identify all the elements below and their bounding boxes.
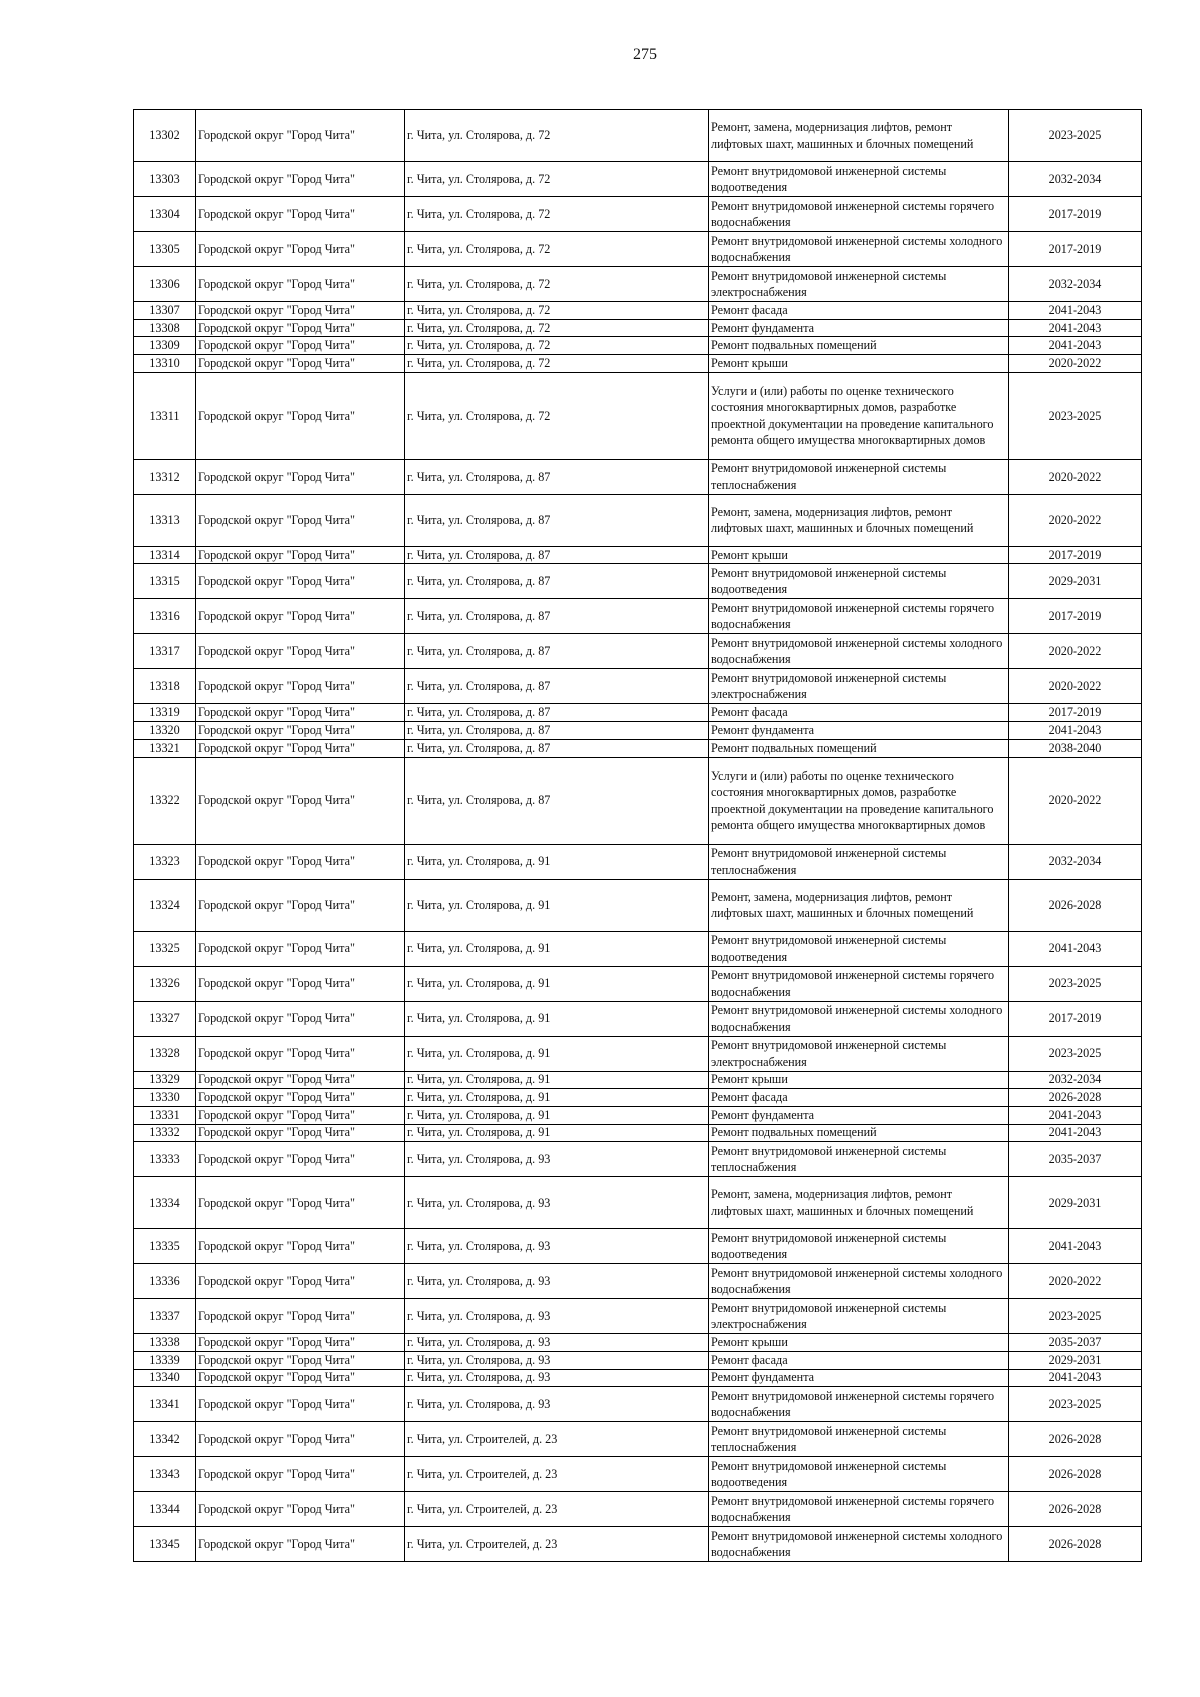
period-cell: 2020-2022 [1009,634,1142,669]
address-cell: г. Чита, ул. Столярова, д. 87 [405,669,709,704]
municipality-cell: Городской округ "Город Чита" [196,1334,405,1352]
address-cell: г. Чита, ул. Столярова, д. 72 [405,355,709,373]
row-number-cell: 13316 [134,599,196,634]
work-type-cell: Ремонт внутридомовой инженерной системы теплоснабжения [709,844,1009,879]
period-cell: 2029-2031 [1009,564,1142,599]
address-cell: г. Чита, ул. Столярова, д. 72 [405,337,709,355]
row-number-cell: 13308 [134,319,196,337]
row-number-cell: 13345 [134,1527,196,1562]
address-cell: г. Чита, ул. Строителей, д. 23 [405,1492,709,1527]
row-number-cell: 13336 [134,1264,196,1299]
municipality-cell: Городской округ "Город Чита" [196,1387,405,1422]
address-cell: г. Чита, ул. Столярова, д. 87 [405,739,709,757]
municipality-cell: Городской округ "Город Чита" [196,879,405,931]
municipality-cell: Городской округ "Город Чита" [196,1001,405,1036]
row-number-cell: 13335 [134,1229,196,1264]
row-number-cell: 13304 [134,197,196,232]
table-row [134,494,1142,546]
table-row [134,722,1142,740]
address-cell: г. Чита, ул. Столярова, д. 87 [405,722,709,740]
municipality-cell: Городской округ "Город Чита" [196,669,405,704]
table-row [134,372,1142,459]
period-cell: 2023-2025 [1009,1036,1142,1071]
municipality-cell: Городской округ "Город Чита" [196,1351,405,1369]
address-cell: г. Чита, ул. Столярова, д. 93 [405,1351,709,1369]
work-type-cell: Ремонт внутридомовой инженерной системы электроснабжения [709,1036,1009,1071]
address-cell: г. Чита, ул. Столярова, д. 91 [405,844,709,879]
row-number-cell: 13320 [134,722,196,740]
municipality-cell: Городской округ "Город Чита" [196,966,405,1001]
address-cell: г. Чита, ул. Столярова, д. 87 [405,757,709,844]
address-cell: г. Чита, ул. Столярова, д. 93 [405,1264,709,1299]
row-number-cell: 13328 [134,1036,196,1071]
address-cell: г. Чита, ул. Строителей, д. 23 [405,1527,709,1562]
row-number-cell: 13323 [134,844,196,879]
address-cell: г. Чита, ул. Столярова, д. 93 [405,1177,709,1229]
municipality-cell: Городской округ "Город Чита" [196,634,405,669]
period-cell: 2041-2043 [1009,1369,1142,1387]
period-cell: 2041-2043 [1009,319,1142,337]
work-type-cell: Ремонт фасада [709,302,1009,320]
municipality-cell: Городской округ "Город Чита" [196,1071,405,1089]
municipality-cell: Городской округ "Город Чита" [196,459,405,494]
period-cell: 2017-2019 [1009,546,1142,564]
period-cell: 2032-2034 [1009,267,1142,302]
work-type-cell: Ремонт внутридомовой инженерной системы горячего водоснабжения [709,1387,1009,1422]
work-type-cell: Ремонт подвальных помещений [709,739,1009,757]
address-cell: г. Чита, ул. Столярова, д. 72 [405,110,709,162]
address-cell: г. Чита, ул. Столярова, д. 87 [405,494,709,546]
row-number-cell: 13312 [134,459,196,494]
row-number-cell: 13333 [134,1142,196,1177]
row-number-cell: 13315 [134,564,196,599]
table-row [134,1124,1142,1142]
row-number-cell: 13314 [134,546,196,564]
address-cell: г. Чита, ул. Столярова, д. 87 [405,634,709,669]
address-cell: г. Чита, ул. Столярова, д. 91 [405,1071,709,1089]
table-row [134,844,1142,879]
address-cell: г. Чита, ул. Столярова, д. 91 [405,966,709,1001]
period-cell: 2035-2037 [1009,1142,1142,1177]
period-cell: 2038-2040 [1009,739,1142,757]
municipality-cell: Городской округ "Город Чита" [196,1089,405,1107]
table-row [134,1351,1142,1369]
table-row [134,1369,1142,1387]
row-number-cell: 13337 [134,1299,196,1334]
work-type-cell: Ремонт фундамента [709,722,1009,740]
period-cell: 2020-2022 [1009,669,1142,704]
table-row [134,1422,1142,1457]
table-row [134,739,1142,757]
work-type-cell: Ремонт внутридомовой инженерной системы водоотведения [709,162,1009,197]
work-type-cell: Ремонт внутридомовой инженерной системы водоотведения [709,564,1009,599]
work-type-cell: Ремонт фасада [709,1089,1009,1107]
table-row [134,1071,1142,1089]
municipality-cell: Городской округ "Город Чита" [196,267,405,302]
table-row [134,669,1142,704]
address-cell: г. Чита, ул. Столярова, д. 72 [405,232,709,267]
municipality-cell: Городской округ "Город Чита" [196,546,405,564]
work-type-cell: Ремонт фасада [709,1351,1009,1369]
address-cell: г. Чита, ул. Строителей, д. 23 [405,1457,709,1492]
period-cell: 2041-2043 [1009,1106,1142,1124]
municipality-cell: Городской округ "Город Чита" [196,1036,405,1071]
table-row [134,337,1142,355]
address-cell: г. Чита, ул. Столярова, д. 91 [405,931,709,966]
row-number-cell: 13339 [134,1351,196,1369]
period-cell: 2032-2034 [1009,844,1142,879]
address-cell: г. Чита, ул. Столярова, д. 93 [405,1299,709,1334]
address-cell: г. Чита, ул. Столярова, д. 87 [405,564,709,599]
work-type-cell: Ремонт внутридомовой инженерной системы горячего водоснабжения [709,197,1009,232]
table-row [134,319,1142,337]
period-cell: 2026-2028 [1009,1527,1142,1562]
municipality-cell: Городской округ "Город Чита" [196,1124,405,1142]
period-cell: 2020-2022 [1009,355,1142,373]
work-type-cell: Ремонт внутридомовой инженерной системы электроснабжения [709,1299,1009,1334]
work-type-cell: Ремонт внутридомовой инженерной системы холодного водоснабжения [709,1264,1009,1299]
row-number-cell: 13334 [134,1177,196,1229]
address-cell: г. Чита, ул. Столярова, д. 72 [405,319,709,337]
row-number-cell: 13342 [134,1422,196,1457]
work-type-cell: Ремонт, замена, модернизация лифтов, ремонт лифтовых шахт, машинных и блочных помещений [709,494,1009,546]
address-cell: г. Чита, ул. Столярова, д. 93 [405,1142,709,1177]
period-cell: 2041-2043 [1009,931,1142,966]
table-row [134,1457,1142,1492]
period-cell: 2029-2031 [1009,1177,1142,1229]
table-row [134,599,1142,634]
municipality-cell: Городской округ "Город Чита" [196,1369,405,1387]
work-type-cell: Ремонт внутридомовой инженерной системы горячего водоснабжения [709,966,1009,1001]
row-number-cell: 13330 [134,1089,196,1107]
municipality-cell: Городской округ "Город Чита" [196,1106,405,1124]
table-row [134,634,1142,669]
period-cell: 2017-2019 [1009,599,1142,634]
work-type-cell: Ремонт фасада [709,704,1009,722]
period-cell: 2032-2034 [1009,1071,1142,1089]
table-row [134,564,1142,599]
municipality-cell: Городской округ "Город Чита" [196,704,405,722]
municipality-cell: Городской округ "Город Чита" [196,1177,405,1229]
period-cell: 2026-2028 [1009,1457,1142,1492]
period-cell: 2026-2028 [1009,1422,1142,1457]
work-type-cell: Ремонт, замена, модернизация лифтов, ремонт лифтовых шахт, машинных и блочных помещений [709,879,1009,931]
period-cell: 2020-2022 [1009,459,1142,494]
period-cell: 2020-2022 [1009,757,1142,844]
table-row [134,1106,1142,1124]
table-row [134,879,1142,931]
period-cell: 2023-2025 [1009,110,1142,162]
table-row [134,302,1142,320]
municipality-cell: Городской округ "Город Чита" [196,1264,405,1299]
municipality-cell: Городской округ "Город Чита" [196,1229,405,1264]
table-row [134,1089,1142,1107]
table-row [134,704,1142,722]
address-cell: г. Чита, ул. Столярова, д. 91 [405,879,709,931]
municipality-cell: Городской округ "Город Чита" [196,372,405,459]
work-type-cell: Ремонт внутридомовой инженерной системы холодного водоснабжения [709,232,1009,267]
municipality-cell: Городской округ "Город Чита" [196,739,405,757]
row-number-cell: 13322 [134,757,196,844]
row-number-cell: 13340 [134,1369,196,1387]
row-number-cell: 13341 [134,1387,196,1422]
municipality-cell: Городской округ "Город Чита" [196,1527,405,1562]
table-row [134,1492,1142,1527]
work-type-cell: Услуги и (или) работы по оценке технического состояния многоквартирных домов, разработке проектной документации на проведение капитального ремонта общего имущества многоквартирных домов [709,757,1009,844]
municipality-cell: Городской округ "Город Чита" [196,1457,405,1492]
address-cell: г. Чита, ул. Столярова, д. 72 [405,302,709,320]
address-cell: г. Чита, ул. Столярова, д. 87 [405,599,709,634]
municipality-cell: Городской округ "Город Чита" [196,757,405,844]
table-row [134,1299,1142,1334]
work-type-cell: Ремонт внутридомовой инженерной системы водоотведения [709,1229,1009,1264]
table-row [134,1334,1142,1352]
table-row [134,1001,1142,1036]
table-row [134,110,1142,162]
row-number-cell: 13326 [134,966,196,1001]
municipality-cell: Городской округ "Город Чита" [196,564,405,599]
work-type-cell: Ремонт внутридомовой инженерной системы холодного водоснабжения [709,634,1009,669]
work-type-cell: Ремонт внутридомовой инженерной системы электроснабжения [709,669,1009,704]
period-cell: 2017-2019 [1009,232,1142,267]
table-row [134,197,1142,232]
row-number-cell: 13305 [134,232,196,267]
table-row [134,1036,1142,1071]
row-number-cell: 13327 [134,1001,196,1036]
address-cell: г. Чита, ул. Столярова, д. 91 [405,1089,709,1107]
row-number-cell: 13317 [134,634,196,669]
table-row [134,267,1142,302]
row-number-cell: 13303 [134,162,196,197]
period-cell: 2023-2025 [1009,1299,1142,1334]
address-cell: г. Чита, ул. Столярова, д. 91 [405,1001,709,1036]
municipality-cell: Городской округ "Город Чита" [196,110,405,162]
period-cell: 2017-2019 [1009,197,1142,232]
row-number-cell: 13313 [134,494,196,546]
municipality-cell: Городской округ "Город Чита" [196,844,405,879]
row-number-cell: 13343 [134,1457,196,1492]
period-cell: 2026-2028 [1009,879,1142,931]
row-number-cell: 13325 [134,931,196,966]
address-cell: г. Чита, ул. Столярова, д. 91 [405,1106,709,1124]
period-cell: 2023-2025 [1009,966,1142,1001]
work-type-cell: Ремонт внутридомовой инженерной системы холодного водоснабжения [709,1001,1009,1036]
work-type-cell: Ремонт крыши [709,355,1009,373]
municipality-cell: Городской округ "Город Чита" [196,1492,405,1527]
address-cell: г. Чита, ул. Столярова, д. 93 [405,1369,709,1387]
row-number-cell: 13302 [134,110,196,162]
table-row [134,757,1142,844]
period-cell: 2023-2025 [1009,1387,1142,1422]
work-type-cell: Ремонт внутридомовой инженерной системы горячего водоснабжения [709,599,1009,634]
address-cell: г. Чита, ул. Столярова, д. 93 [405,1229,709,1264]
address-cell: г. Чита, ул. Столярова, д. 72 [405,372,709,459]
capital-repair-table [133,109,1142,1562]
table-row [134,1264,1142,1299]
address-cell: г. Чита, ул. Столярова, д. 93 [405,1387,709,1422]
work-type-cell: Ремонт фундамента [709,319,1009,337]
work-type-cell: Ремонт подвальных помещений [709,1124,1009,1142]
municipality-cell: Городской округ "Город Чита" [196,931,405,966]
table-body [134,110,1142,1562]
page-number: 275 [633,46,657,63]
period-cell: 2029-2031 [1009,1351,1142,1369]
table-row [134,459,1142,494]
municipality-cell: Городской округ "Город Чита" [196,1299,405,1334]
municipality-cell: Городской округ "Город Чита" [196,232,405,267]
table-row [134,1142,1142,1177]
period-cell: 2020-2022 [1009,1264,1142,1299]
work-type-cell: Ремонт внутридомовой инженерной системы водоотведения [709,1457,1009,1492]
row-number-cell: 13324 [134,879,196,931]
table-row [134,966,1142,1001]
address-cell: г. Чита, ул. Столярова, д. 72 [405,197,709,232]
row-number-cell: 13332 [134,1124,196,1142]
period-cell: 2041-2043 [1009,722,1142,740]
period-cell: 2023-2025 [1009,372,1142,459]
municipality-cell: Городской округ "Город Чита" [196,1422,405,1457]
period-cell: 2020-2022 [1009,494,1142,546]
period-cell: 2035-2037 [1009,1334,1142,1352]
row-number-cell: 13331 [134,1106,196,1124]
address-cell: г. Чита, ул. Столярова, д. 87 [405,459,709,494]
address-cell: г. Чита, ул. Столярова, д. 72 [405,267,709,302]
work-type-cell: Услуги и (или) работы по оценке технического состояния многоквартирных домов, разработке проектной документации на проведение капитального ремонта общего имущества многоквартирных домов [709,372,1009,459]
table-row [134,232,1142,267]
table-row [134,546,1142,564]
period-cell: 2041-2043 [1009,1124,1142,1142]
municipality-cell: Городской округ "Город Чита" [196,162,405,197]
work-type-cell: Ремонт подвальных помещений [709,337,1009,355]
municipality-cell: Городской округ "Город Чита" [196,302,405,320]
address-cell: г. Чита, ул. Столярова, д. 87 [405,704,709,722]
work-type-cell: Ремонт, замена, модернизация лифтов, ремонт лифтовых шахт, машинных и блочных помещений [709,110,1009,162]
table-row [134,1177,1142,1229]
table-row [134,1527,1142,1562]
work-type-cell: Ремонт, замена, модернизация лифтов, ремонт лифтовых шахт, машинных и блочных помещений [709,1177,1009,1229]
row-number-cell: 13306 [134,267,196,302]
work-type-cell: Ремонт внутридомовой инженерной системы водоотведения [709,931,1009,966]
row-number-cell: 13338 [134,1334,196,1352]
table-row [134,355,1142,373]
work-type-cell: Ремонт внутридомовой инженерной системы холодного водоснабжения [709,1527,1009,1562]
work-type-cell: Ремонт внутридомовой инженерной системы горячего водоснабжения [709,1492,1009,1527]
work-type-cell: Ремонт внутридомовой инженерной системы теплоснабжения [709,459,1009,494]
work-type-cell: Ремонт внутридомовой инженерной системы теплоснабжения [709,1142,1009,1177]
row-number-cell: 13344 [134,1492,196,1527]
municipality-cell: Городской округ "Город Чита" [196,337,405,355]
work-type-cell: Ремонт крыши [709,1334,1009,1352]
work-type-cell: Ремонт внутридомовой инженерной системы теплоснабжения [709,1422,1009,1457]
table-row [134,931,1142,966]
address-cell: г. Чита, ул. Столярова, д. 87 [405,546,709,564]
work-type-cell: Ремонт крыши [709,1071,1009,1089]
period-cell: 2032-2034 [1009,162,1142,197]
address-cell: г. Чита, ул. Столярова, д. 72 [405,162,709,197]
table-row [134,162,1142,197]
address-cell: г. Чита, ул. Столярова, д. 91 [405,1036,709,1071]
row-number-cell: 13321 [134,739,196,757]
period-cell: 2026-2028 [1009,1492,1142,1527]
period-cell: 2017-2019 [1009,704,1142,722]
row-number-cell: 13311 [134,372,196,459]
municipality-cell: Городской округ "Город Чита" [196,722,405,740]
municipality-cell: Городской округ "Город Чита" [196,197,405,232]
municipality-cell: Городской округ "Город Чита" [196,319,405,337]
row-number-cell: 13319 [134,704,196,722]
period-cell: 2026-2028 [1009,1089,1142,1107]
period-cell: 2041-2043 [1009,1229,1142,1264]
work-type-cell: Ремонт фундамента [709,1106,1009,1124]
period-cell: 2041-2043 [1009,337,1142,355]
row-number-cell: 13307 [134,302,196,320]
work-type-cell: Ремонт фундамента [709,1369,1009,1387]
work-type-cell: Ремонт крыши [709,546,1009,564]
row-number-cell: 13310 [134,355,196,373]
address-cell: г. Чита, ул. Столярова, д. 91 [405,1124,709,1142]
municipality-cell: Городской округ "Город Чита" [196,494,405,546]
municipality-cell: Городской округ "Город Чита" [196,355,405,373]
work-type-cell: Ремонт внутридомовой инженерной системы электроснабжения [709,267,1009,302]
row-number-cell: 13309 [134,337,196,355]
period-cell: 2017-2019 [1009,1001,1142,1036]
municipality-cell: Городской округ "Город Чита" [196,599,405,634]
table-row [134,1229,1142,1264]
table-row [134,1387,1142,1422]
municipality-cell: Городской округ "Город Чита" [196,1142,405,1177]
row-number-cell: 13318 [134,669,196,704]
row-number-cell: 13329 [134,1071,196,1089]
address-cell: г. Чита, ул. Строителей, д. 23 [405,1422,709,1457]
address-cell: г. Чита, ул. Столярова, д. 93 [405,1334,709,1352]
period-cell: 2041-2043 [1009,302,1142,320]
